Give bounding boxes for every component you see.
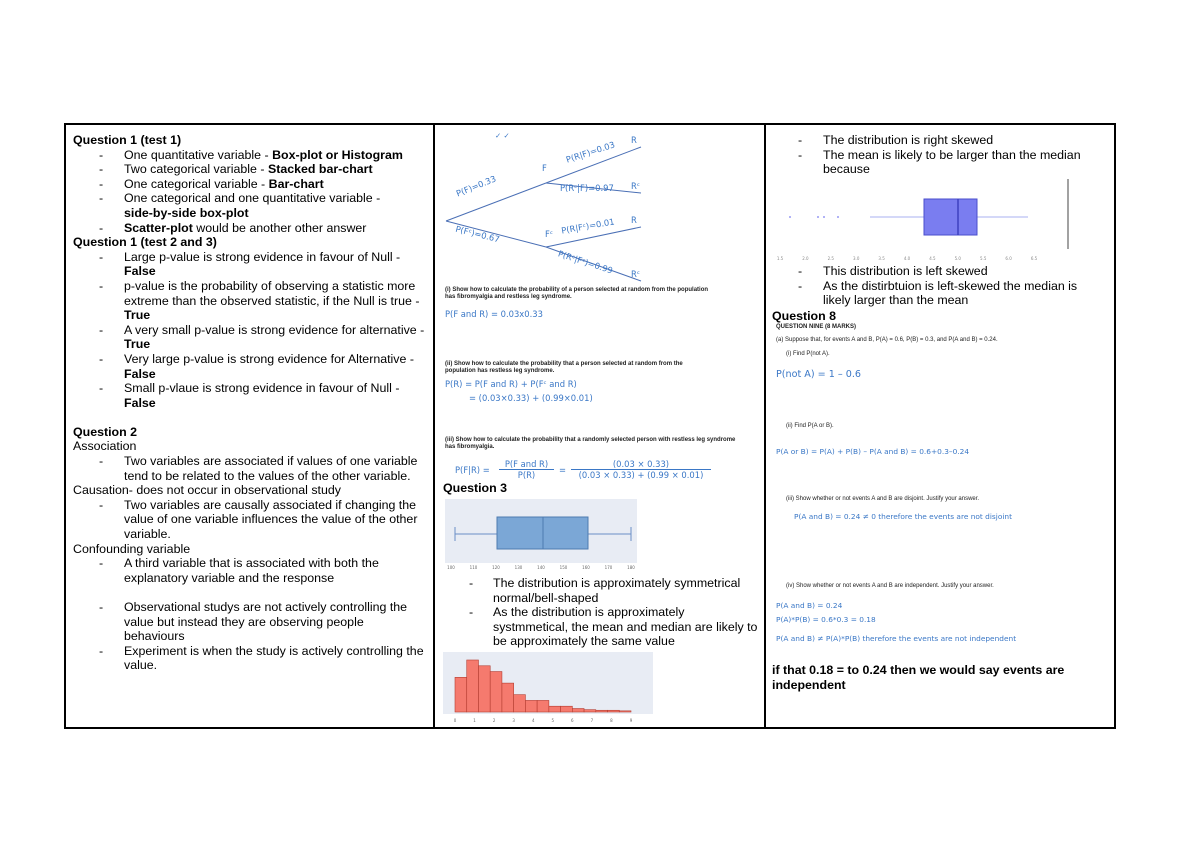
boxplot-tick-label: 130 <box>514 565 523 570</box>
boxplot-tick-label: 5.5 <box>980 256 987 261</box>
tree-p-r-given-fc: P(R|Fᶜ)=0.01 <box>560 216 616 236</box>
question-ii: (ii) Show how to calculate the probability that a person selected at random from the population has restless leg syndrome. <box>445 361 683 374</box>
boxplot-tick-label: 160 <box>582 565 590 570</box>
q3-boxplot <box>445 499 637 571</box>
boxplot-tick-label: 3.5 <box>878 256 885 261</box>
histogram-bar <box>467 660 479 712</box>
causation-heading: Causation- does not occur in observational study <box>73 483 341 498</box>
histogram-tick-label: 2 <box>492 718 496 723</box>
answer-iii-equals: = <box>559 465 567 475</box>
q9-i: (i) Find P(not A). <box>786 351 830 357</box>
boxplot-tick-label: 180 <box>627 565 635 570</box>
histogram-tick-label: 0 <box>453 718 457 723</box>
causation-item: - Two variables are causally associated if changing the value of one variable influences the value of the other variable. <box>73 498 427 542</box>
q3-right-boxplot <box>774 179 1074 263</box>
experiment-item: - Experiment is when the study is actively controlling the value. <box>73 644 427 673</box>
q3-item: - The distribution is approximately symmetrical normal/bell-shaped <box>443 576 761 605</box>
a9-i: P(not A) = 1 – 0.6 <box>776 369 861 380</box>
tree-check-mark: ✓ ✓ <box>495 131 510 140</box>
histogram-tick-label: 6 <box>571 718 574 723</box>
tree-p-fc: P(Fᶜ)=0.67 <box>454 223 501 245</box>
question-i: (i) Show how to calculate the probability of a person selected at random from the population has fibromyalgia and restless leg syndrome. <box>445 287 709 300</box>
column-left <box>66 125 435 727</box>
notes-sheet <box>64 123 1116 729</box>
q1-title: Question 1 (test 1) <box>73 133 182 147</box>
probability-tree <box>441 129 651 289</box>
confounding-item: - A third variable that is associated with both the explanatory variable and the response <box>73 556 427 585</box>
histogram-bar <box>561 706 573 712</box>
q1-item: - One quantitative variable - Box-plot or Histogram <box>73 148 427 163</box>
answer-ii-line2: = (0.03×0.33) + (0.99×0.01) <box>469 393 593 403</box>
answer-ii-line1: P(R) = P(F and R) + P(Fᶜ and R) <box>445 379 577 389</box>
histogram-bar <box>596 710 608 712</box>
answer-iii-fraction1: P(F and R) P(R) <box>499 459 554 480</box>
boxplot-tick-label: 6.0 <box>1005 256 1012 261</box>
boxplot-tick-label: 4.5 <box>929 256 936 261</box>
q1b-item: - Large p-value is strong evidence in favour of Null - False <box>73 250 427 279</box>
tree-p-rc-given-f: P(Rᶜ|F)=0.97 <box>560 183 614 193</box>
tree-leaf-r: R <box>631 135 637 145</box>
histogram-bar <box>455 677 467 712</box>
question-iii: (iii) Show how to calculate the probability that a randomly selected person with restless leg syndrome has fibromyalgia. <box>445 437 736 450</box>
histogram-bar <box>619 711 631 712</box>
tree-p-r-given-f: P(R|F)=0.03 <box>564 139 617 165</box>
q1-item: - One categorical and one quantitative variable - side-by-side box-plot <box>73 191 427 220</box>
histogram-bar <box>608 710 620 712</box>
q1b-title: Question 1 (test 2 and 3) <box>73 235 217 250</box>
boxplot-tick-label: 2.5 <box>827 256 834 261</box>
tree-leaf-rc: Rᶜ <box>631 269 640 279</box>
observational-item: - Observational studys are not actively controlling the value but instead they are observing people behaviours <box>73 600 427 644</box>
tree-node-fc: Fᶜ <box>545 229 553 239</box>
histogram-bar <box>514 695 526 712</box>
histogram-bar <box>478 666 490 712</box>
histogram-bar <box>537 700 549 712</box>
q9-heading: QUESTION NINE (8 MARKS) <box>776 324 857 330</box>
histogram-tick-label: 7 <box>590 718 594 723</box>
right-skew-item: - The mean is likely to be larger than the median because <box>772 148 1102 177</box>
q9-intro: (a) Suppose that, for events A and B, P(A) = 0.6, P(B) = 0.3, and P(A and B) = 0.24. <box>776 337 998 343</box>
tree-leaf-rc: Rᶜ <box>631 181 640 191</box>
q9-iv: (iv) Show whether or not events A and B are independent. Justify your answer. <box>786 583 994 589</box>
boxplot-tick-label: 100 <box>447 565 455 570</box>
q3-title: Question 3 <box>443 481 508 495</box>
a9-iv-line3: P(A and B) ≠ P(A)*P(B) therefore the events are not independent <box>776 634 1017 643</box>
association-heading: Association <box>73 439 137 454</box>
boxplot-tick-label: 1.5 <box>776 256 784 261</box>
a9-iv-line1: P(A and B) = 0.24 <box>776 601 843 610</box>
q1b-item: - Small p-vlaue is strong evidence in favour of Null - False <box>73 381 427 410</box>
boxplot-tick-label: 170 <box>604 565 613 570</box>
q1-item: - One categorical variable - Bar-chart <box>73 177 427 192</box>
boxplot-tick-label: 2.0 <box>802 256 809 261</box>
q1-item: - Scatter-plot would be another other answer <box>73 221 427 236</box>
left-skew-list <box>772 264 1102 308</box>
q3-histogram <box>443 652 653 724</box>
histogram-bar <box>525 700 537 712</box>
left-skew-item: - This distribution is left skewed <box>772 264 1102 279</box>
answer-iii-fraction2: (0.03 × 0.33) (0.03 × 0.33) + (0.99 × 0.01) <box>571 459 711 480</box>
tree-node-f: F <box>542 163 547 173</box>
q1b-item: - A very small p-value is strong evidence for alternative - True <box>73 323 427 352</box>
association-item: - Two variables are associated if values of one variable tend to be related to the values of the other variable. <box>73 454 427 483</box>
confounding-heading: Confounding variable <box>73 541 191 556</box>
column-right <box>766 125 1114 727</box>
histogram-bar <box>549 706 561 712</box>
histogram-bar <box>502 683 514 712</box>
boxplot-tick-label: 4.0 <box>903 256 911 261</box>
q1-item: - Two categorical variable - Stacked bar-chart <box>73 162 427 177</box>
boxplot-tick-label: 3.0 <box>853 256 860 261</box>
q3-item: - As the distribution is approximately systmmetical, the mean and median are likely to be approximately the same value <box>443 605 761 649</box>
boxplot-tick-label: 110 <box>469 565 478 570</box>
histogram-tick-label: 9 <box>629 718 633 723</box>
independence-conclusion: if that 0.18 = to 0.24 then we would say events are independent <box>772 663 1065 692</box>
histogram-tick-label: 3 <box>512 718 515 723</box>
histogram-tick-label: 1 <box>473 718 476 723</box>
a9-iii: P(A and B) = 0.24 ≠ 0 therefore the events are not disjoint <box>794 512 1012 521</box>
tree-leaf-r: R <box>631 215 637 225</box>
left-skew-item: - As the distirbtuion is left-skewed the median is likely larger than the mean <box>772 279 1102 308</box>
histogram-tick-label: 5 <box>551 718 555 723</box>
boxplot-tick-label: 5.0 <box>954 256 961 261</box>
boxplot-tick-label: 120 <box>492 565 500 570</box>
boxplot-tick-label: 6.5 <box>1030 256 1038 261</box>
q9-iii: (iii) Show whether or not events A and B are disjoint. Justify your answer. <box>786 496 980 502</box>
q8-title: Question 8 <box>772 309 837 323</box>
q2-title: Question 2 <box>73 424 138 439</box>
answer-iii-lhs: P(F|R) = <box>455 465 490 475</box>
tree-p-f: P(F)=0.33 <box>454 173 498 199</box>
boxplot-tick-label: 140 <box>537 565 545 570</box>
histogram-bar <box>584 710 596 712</box>
histogram-bar <box>572 709 584 712</box>
a9-iv-line2: P(A)*P(B) = 0.6*0.3 = 0.18 <box>776 615 876 624</box>
right-skew-list <box>772 133 1102 177</box>
q3-list <box>443 576 761 649</box>
boxplot-tick-label: 150 <box>559 565 568 570</box>
histogram-tick-label: 4 <box>531 718 535 723</box>
right-skew-item: - The distribution is right skewed <box>772 133 1102 148</box>
histogram-bar <box>490 672 502 712</box>
q1b-item: - Very large p-value is strong evidence for Alternative - False <box>73 352 427 381</box>
a9-ii: P(A or B) = P(A) + P(B) – P(A and B) = 0.6+0.3–0.24 <box>776 447 970 456</box>
histogram-tick-label: 8 <box>610 718 613 723</box>
q1b-item: - p-value is the probability of observing a statistic more extreme than the observed statistic, if the Null is true - True <box>73 279 427 323</box>
column-middle <box>435 125 766 727</box>
tree-p-rc-given-fc: P(Rᶜ|Fᶜ)=0.99 <box>556 248 615 276</box>
q9-ii: (ii) Find P(A or B). <box>786 423 834 429</box>
answer-i: P(F and R) = 0.03x0.33 <box>445 309 543 319</box>
